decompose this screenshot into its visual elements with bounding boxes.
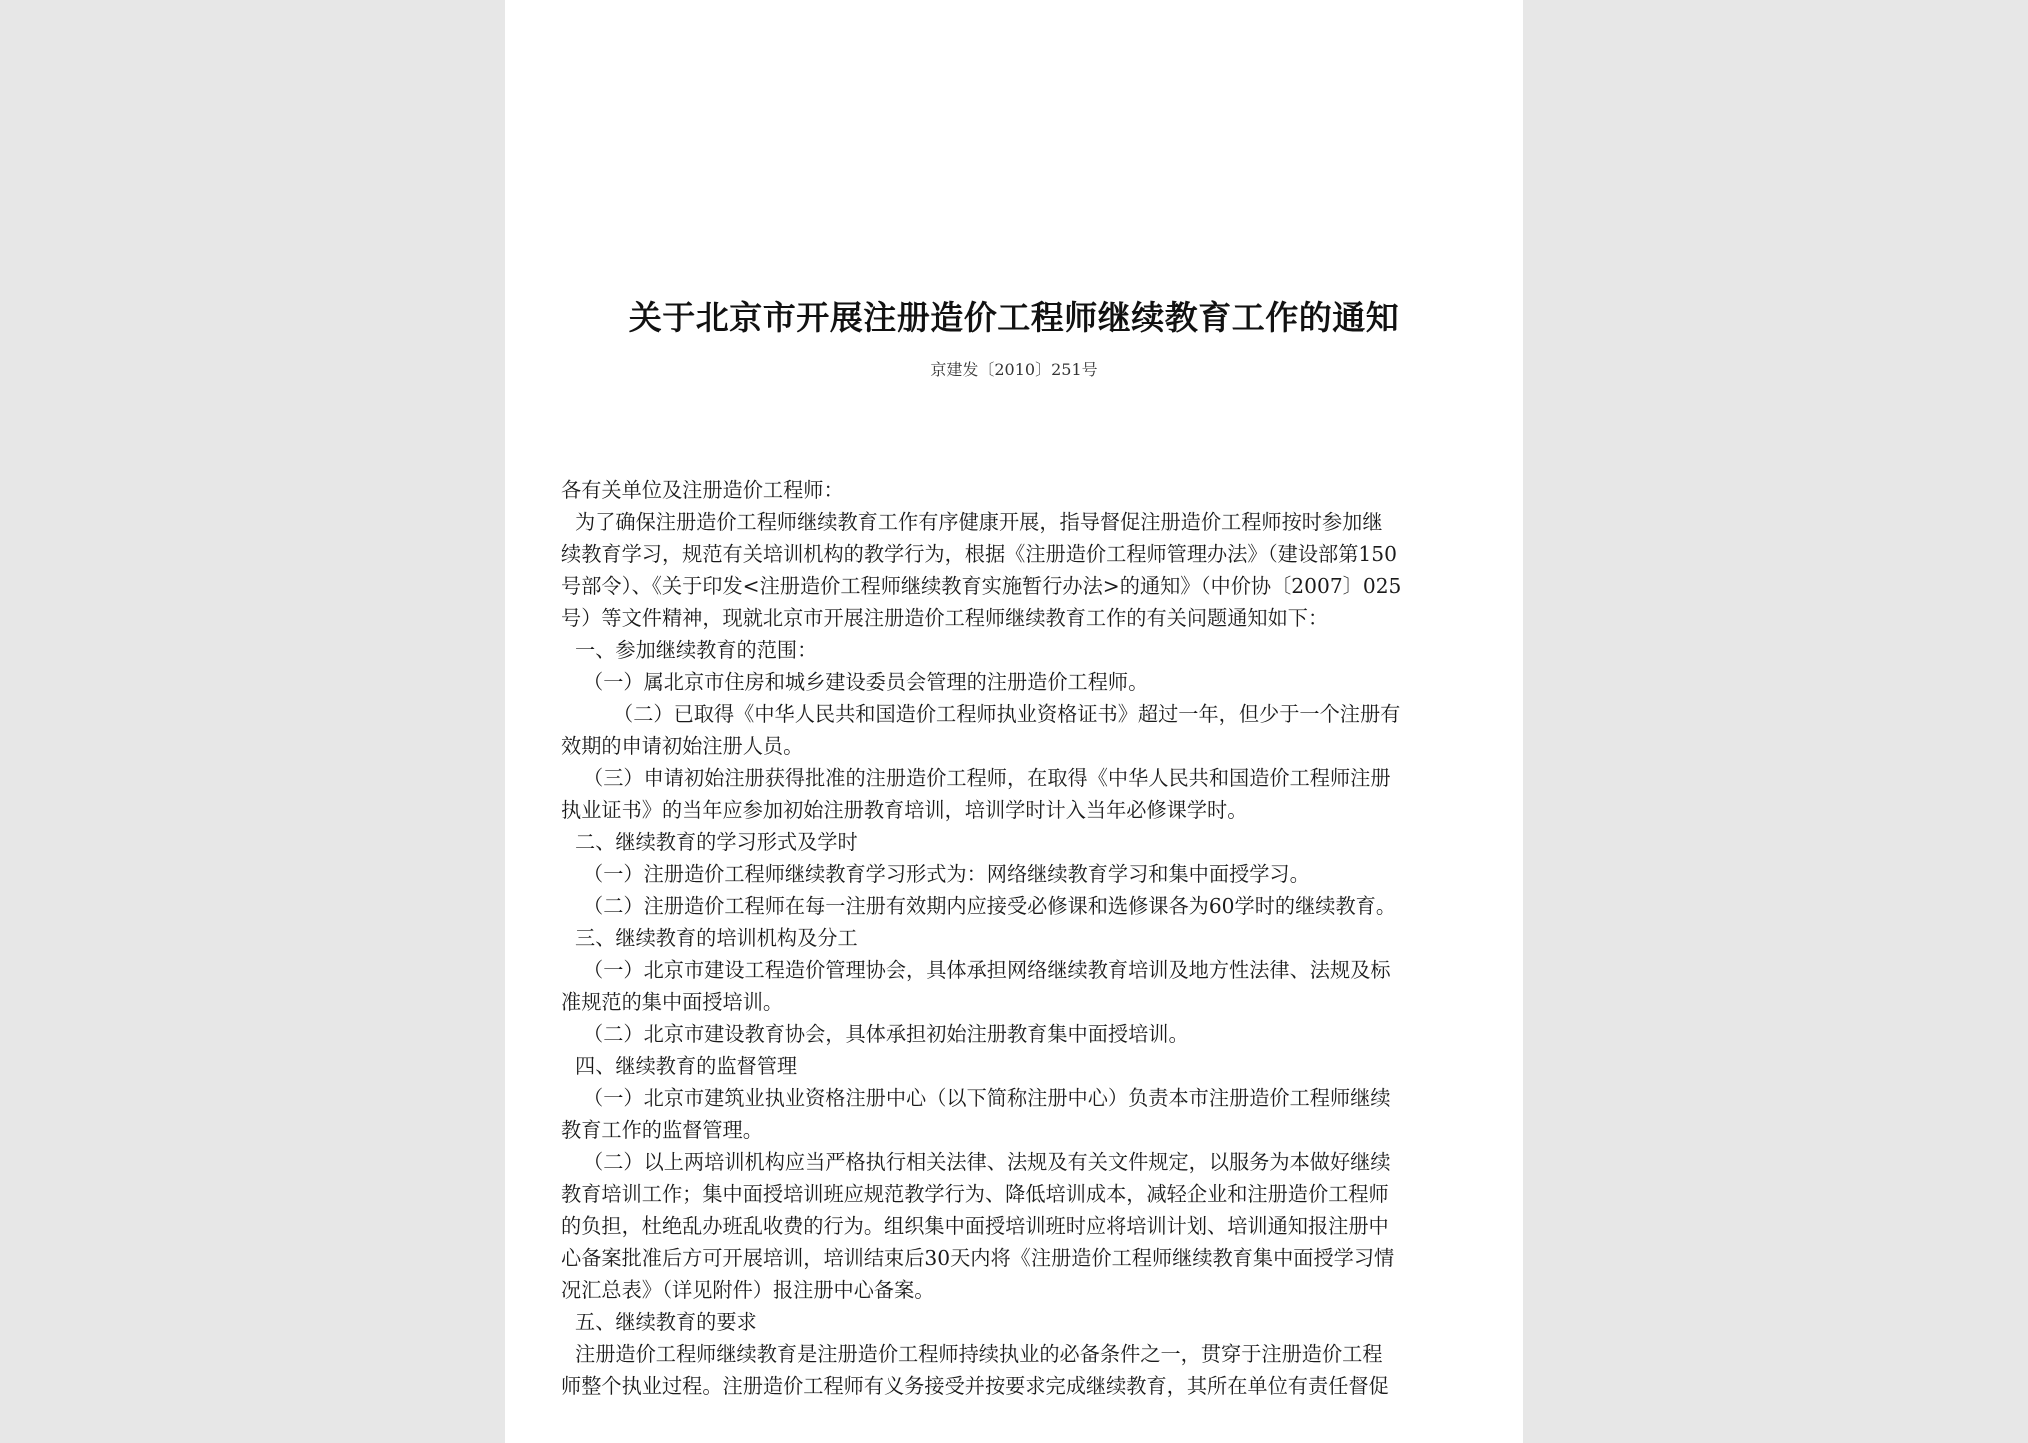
body-line: 的负担，杜绝乱办班乱收费的行为。组织集中面授培训班时应将培训计划、培训通知报注册中 (561, 1214, 1389, 1238)
document-title: 关于北京市开展注册造价工程师继续教育工作的通知 (628, 298, 1400, 337)
body-line: （二）注册造价工程师在每一注册有效期内应接受必修课和选修课各为60学时的继续教育。 (583, 894, 1397, 918)
body-line: （二）已取得《中华人民共和国造价工程师执业资格证书》超过一年，但少于一个注册有 (613, 702, 1401, 726)
body-line: 教育培训工作；集中面授培训班应规范教学行为、降低培训成本，减轻企业和注册造价工程师 (561, 1182, 1389, 1206)
body-line: 心备案批准后方可开展培训，培训结束后30天内将《注册造价工程师继续教育集中面授学习情 (561, 1246, 1395, 1270)
body-line: 一、参加继续教育的范围： (575, 638, 818, 662)
document-number: 京建发〔2010〕251号 (930, 360, 1098, 379)
body-line: 教育工作的监督管理。 (561, 1118, 763, 1142)
body-line: （二）北京市建设教育协会，具体承担初始注册教育集中面授培训。 (583, 1022, 1189, 1046)
body-line: 五、继续教育的要求 (575, 1310, 757, 1334)
body-line: （二）以上两培训机构应当严格执行相关法律、法规及有关文件规定，以服务为本做好继续 (583, 1150, 1391, 1174)
body-line: 三、继续教育的培训机构及分工 (575, 926, 858, 950)
body-line: 准规范的集中面授培训。 (561, 990, 784, 1014)
body-line: （一）属北京市住房和城乡建设委员会管理的注册造价工程师。 (583, 670, 1149, 694)
body-line: （一）北京市建筑业执业资格注册中心（以下简称注册中心）负责本市注册造价工程师继续 (583, 1086, 1391, 1110)
body-line: 注册造价工程师继续教育是注册造价工程师持续执业的必备条件之一，贯穿于注册造价工程 (575, 1342, 1383, 1366)
body-line: 各有关单位及注册造价工程师： (561, 478, 844, 502)
body-line: 为了确保注册造价工程师继续教育工作有序健康开展，指导督促注册造价工程师按时参加继 (575, 510, 1383, 534)
body-line: 号部令）、《关于印发<注册造价工程师继续教育实施暂行办法>的通知》（中价协〔2007〕025 (561, 574, 1402, 598)
body-line: 四、继续教育的监督管理 (575, 1054, 798, 1078)
body-line: 况汇总表》（详见附件）报注册中心备案。 (561, 1278, 935, 1302)
document-page (505, 0, 1523, 1443)
document-body (561, 474, 1471, 1402)
body-line: 效期的申请初始注册人员。 (561, 734, 804, 758)
body-line: 续教育学习，规范有关培训机构的教学行为，根据《注册造价工程师管理办法》（建设部第150 (561, 542, 1397, 566)
body-line: 执业证书》的当年应参加初始注册教育培训，培训学时计入当年必修课学时。 (561, 798, 1248, 822)
body-line: （一）北京市建设工程造价管理协会，具体承担网络继续教育培训及地方性法律、法规及标 (583, 958, 1391, 982)
body-line: 师整个执业过程。注册造价工程师有义务接受并按要求完成继续教育，其所在单位有责任督促 (561, 1374, 1389, 1398)
body-line: （一）注册造价工程师继续教育学习形式为：网络继续教育学习和集中面授学习。 (583, 862, 1310, 886)
body-line: 二、继续教育的学习形式及学时 (575, 830, 858, 854)
body-line: 号）等文件精神，现就北京市开展注册造价工程师继续教育工作的有关问题通知如下： (561, 606, 1329, 630)
body-line: （三）申请初始注册获得批准的注册造价工程师，在取得《中华人民共和国造价工程师注册 (583, 766, 1391, 790)
